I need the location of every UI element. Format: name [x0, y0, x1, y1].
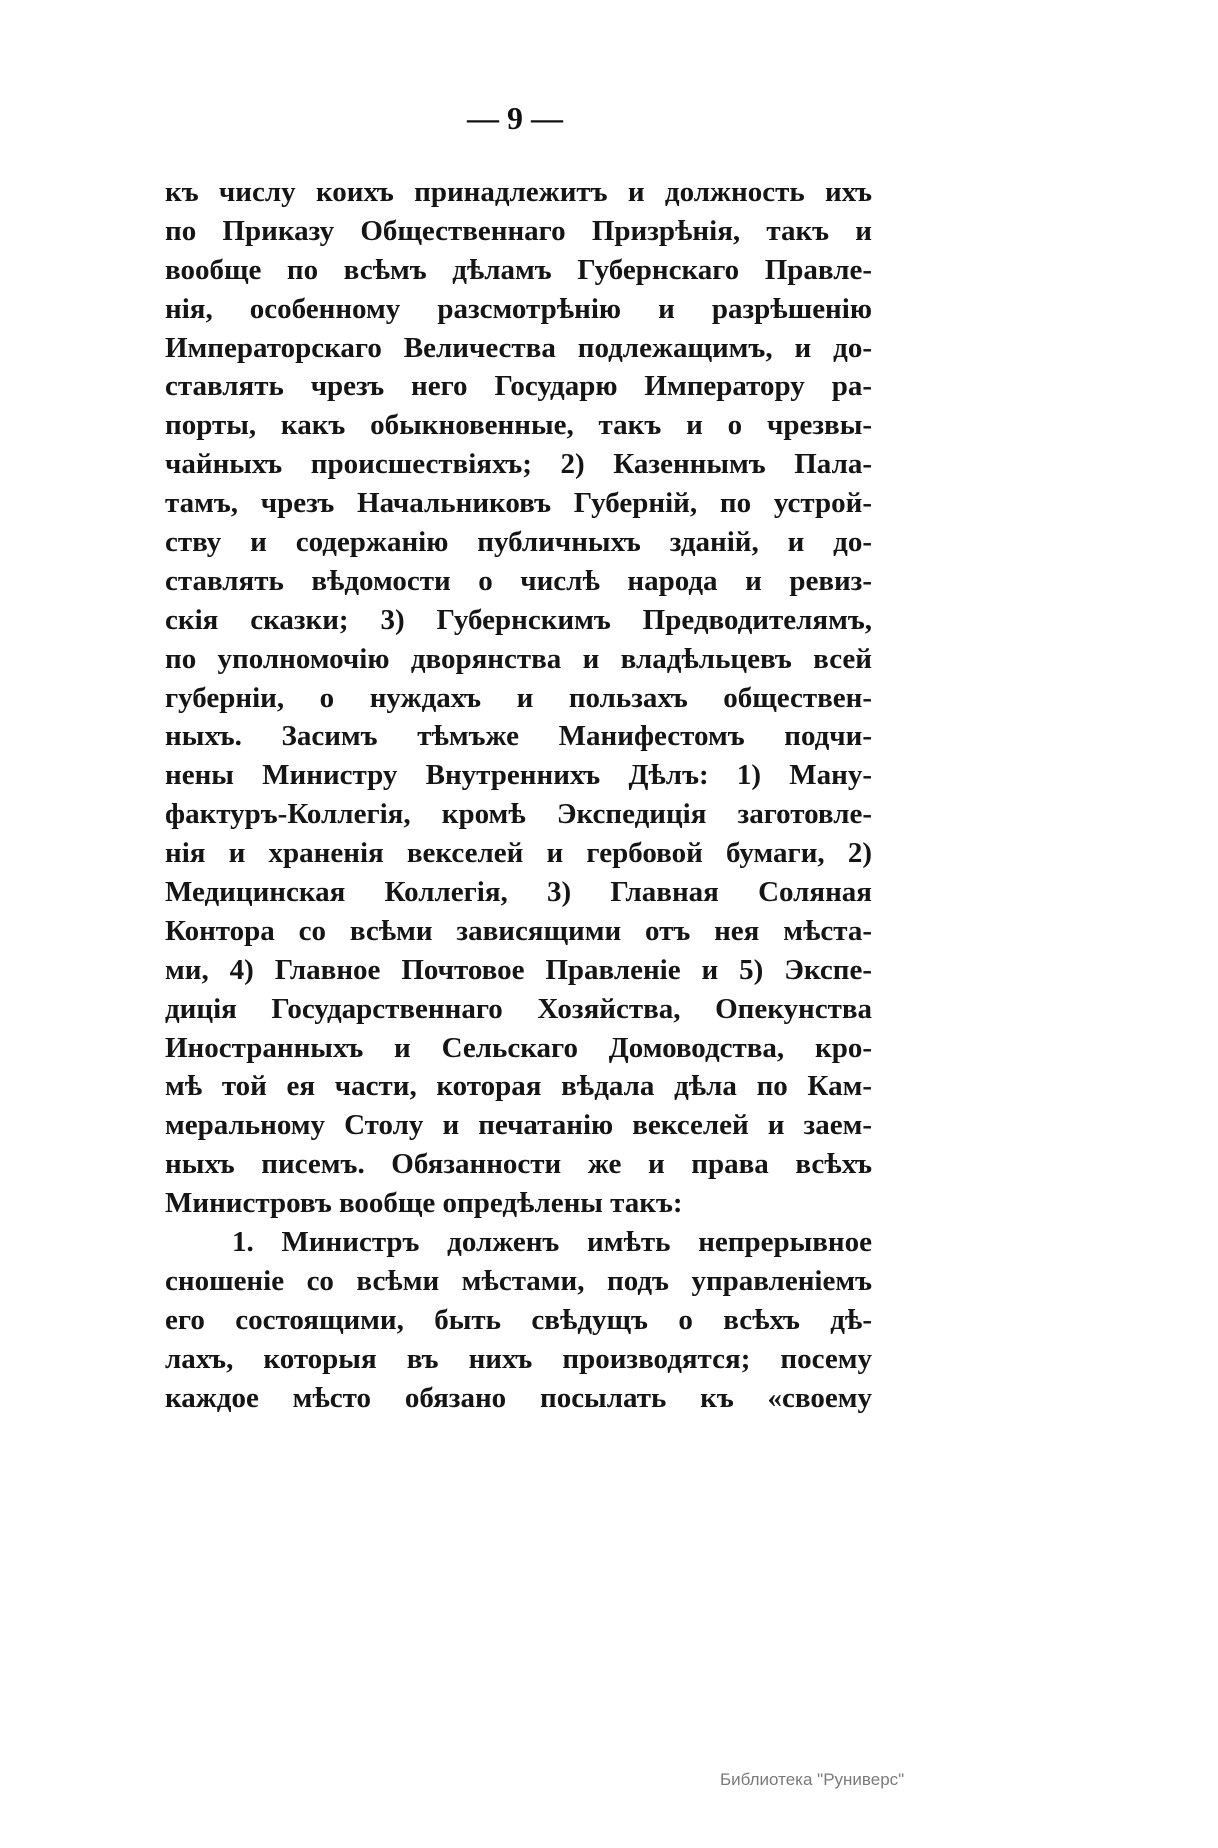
text-line: по Приказу Общественнаго Призрѣнія, такъ и	[165, 214, 872, 247]
text-line: каждое мѣсто обязано посылать къ «своему	[165, 1381, 872, 1414]
text-line: губерніи, о нуждахъ и пользахъ обществен-	[165, 681, 872, 714]
text-line: мѣ той ея части, которая вѣдала дѣла по Кам-	[165, 1070, 872, 1103]
text-line: его состоящими, быть свѣдущъ о всѣхъ дѣ-	[165, 1303, 872, 1336]
text-line: Контора со всѣми зависящими отъ нея мѣста-	[165, 914, 872, 947]
text-line: ставлять чрезъ него Государю Императору ра-	[165, 370, 872, 403]
text-line: ныхъ писемъ. Обязанности же и права всѣхъ	[165, 1148, 872, 1181]
text-line: ставлять вѣдомости о числѣ народа и ревиз-	[165, 564, 872, 597]
text-line: меральному Столу и печатанію векселей и заем-	[165, 1109, 872, 1142]
text-line: ми, 4) Главное Почтовое Правленіе и 5) Экспе-	[165, 953, 872, 986]
text-line: нены Министру Внутреннихъ Дѣлъ: 1) Ману-	[165, 759, 872, 792]
text-line: Министровъ вообще опредѣлены такъ:	[165, 1187, 683, 1220]
text-line: нія и храненія векселей и гербовой бумаги, 2)	[165, 837, 872, 870]
text-line: тамъ, чрезъ Начальниковъ Губерній, по устрой-	[165, 487, 872, 520]
page-number: — 9 —	[467, 100, 563, 136]
text-line: Медицинская Коллегія, 3) Главная Соляная	[165, 876, 872, 909]
text-line: 1. Министръ долженъ имѣть непрерывное	[232, 1226, 872, 1259]
text-line: ству и содержанію публичныхъ зданій, и до-	[165, 526, 872, 559]
text-line: лахъ, которыя въ нихъ производятся; посему	[165, 1342, 872, 1375]
library-watermark: Библиотека "Руниверс"	[720, 1770, 905, 1789]
text-line: нія, особенному разсмотрѣнію и разрѣшенію	[165, 292, 872, 325]
text-line: сношеніе со всѣми мѣстами, подъ управленіемъ	[165, 1264, 872, 1297]
text-line: по уполномочію дворянства и владѣльцевъ всей	[165, 642, 872, 675]
text-line: чайныхъ происшествіяхъ; 2) Казеннымъ Пала-	[165, 448, 872, 481]
body-text	[165, 173, 872, 1418]
text-line: порты, какъ обыкновенные, такъ и о чрезвы-	[165, 409, 872, 442]
text-line: къ числу коихъ принадлежитъ и должность ихъ	[165, 176, 872, 208]
text-line: диція Государственнаго Хозяйства, Опекунства	[165, 992, 872, 1025]
text-line: фактуръ-Коллегія, кромѣ Экспедиція заготовле-	[165, 798, 872, 831]
text-line: скія сказки; 3) Губернскимъ Предводителямъ,	[165, 603, 872, 636]
text-line: ныхъ. Засимъ тѣмъже Манифестомъ подчи-	[165, 720, 872, 753]
text-line: Императорскаго Величества подлежащимъ, и до-	[165, 331, 872, 364]
text-line: вообще по всѣмъ дѣламъ Губернскаго Правле-	[165, 253, 872, 286]
text-line: Иностранныхъ и Сельскаго Домоводства, кро-	[165, 1031, 872, 1064]
